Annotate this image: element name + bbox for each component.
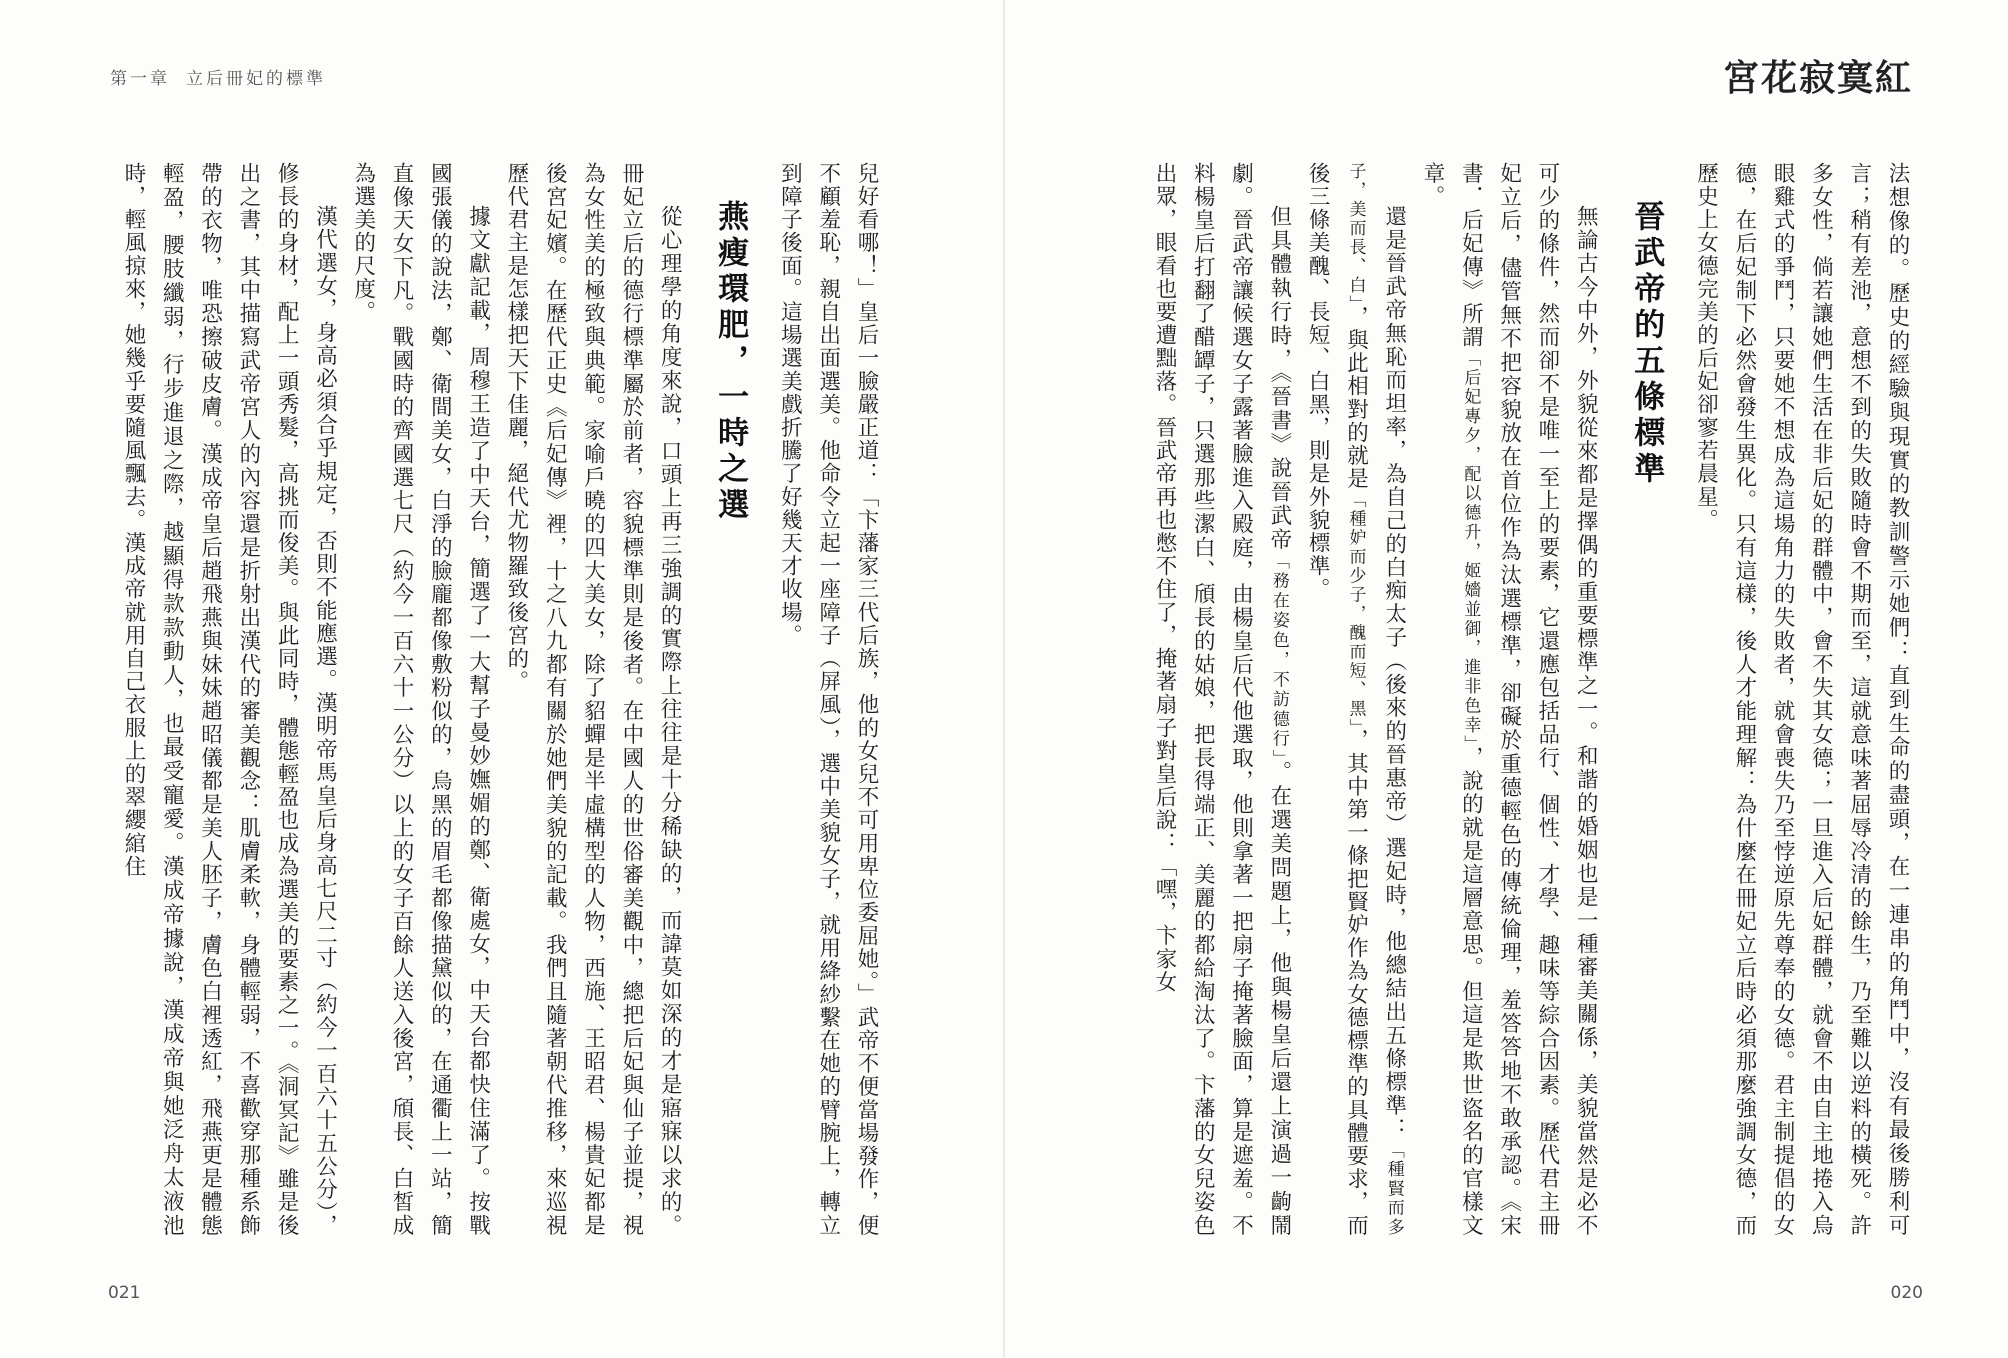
paragraph: [1298, 162, 1413, 1237]
paragraph: 漢代選女，身高必須合乎規定，否則不能應選。漢明帝馬皇后身高七尺二寸（約今一百六十五公分），修長的身材，配上一頭秀髮，高挑而俊美。與此同時，體態輕盈也成為選美的要素之一。《洞冥記》雖是後出之書，其中描寫武帝宮人的內容還是折射出漢代的審美觀念：肌膚柔軟，身體輕弱，不喜歡穿那種系飾帶的衣物，唯恐擦破皮膚。漢成帝皇后趙飛燕與妹妹趙昭儀都是美人胚子，膚色白裡透紅，飛燕更是體態輕盈，腰肢纖弱，行步進退之際，越顯得款款動人，也最受寵愛。漢成帝據說，漢成帝與她泛舟太液池時，輕風掠來，她幾乎要隨風飄去。漢成帝就用自己衣服上的翠纓綰住: [120, 162, 338, 1237]
quote-text: 「務在姿色，不訪德行」: [1268, 552, 1289, 761]
section-heading: 晉武帝的五條標準: [1628, 200, 1665, 488]
paragraph: 法想像的。歷史的經驗與現實的教訓警示她們：直到生命的盡頭，在一連串的角鬥中，沒有最後勝利可言；稍有差池，意想不到的失敗隨時會不期而至，這就意味著屈辱冷清的餘生，乃至難以逆料的橫死。許多女性，倘若讓她們生活在非后妃的群體中，會不失其女德；一旦進入后妃群體，就會不由自主地捲入烏眼雞式的爭鬥，只要她不想成為這場角力的失敗者，就會喪失乃至悖逆原先尊奉的女德。君主制提倡的女德，在后妃制下必然會發生異化。只有這樣，後人才能理解：為什麼在冊妃立后時必須那麼強調女德，而歷史上女德完美的后妃卻寥若晨星。: [1693, 162, 1910, 1237]
paragraph: 兒好看哪！」皇后一臉嚴正道：「卞藩家三代后族，他的女兒不可用卑位委屈她。」武帝不便當場發作，便不顧羞恥，親自出面選美。他命令立起一座障子（屏風），選中美貌女子，就用絳紗繫在她的臂腕上，轉立到障子後面。這場選美戲折騰了好幾天才收場。: [777, 162, 879, 1237]
paragraph: [1413, 162, 1604, 1237]
paragraph-text: ，與此相對的就是: [1343, 305, 1369, 491]
chapter-title: 立后冊妃的標準: [186, 69, 326, 89]
paragraph-text: 還是晉武帝無恥而坦率，為自己的白痴太子（後來的晉惠帝）選妃時，他總結出五條標準：: [1381, 205, 1407, 1141]
paragraph-text: 但具體執行時，《晉書》說晉武帝: [1266, 205, 1292, 552]
chapter-number: 第一章: [110, 69, 170, 89]
quote-text: 「種妒而少子，醜而短、黑」: [1345, 490, 1366, 729]
quote-text: 「后妃專夕，配以德升，姬嬙並御，進非色幸」: [1460, 349, 1481, 746]
running-head: [110, 64, 342, 89]
section-heading: 燕瘦環肥，一時之選: [712, 200, 749, 524]
paragraph: 從心理學的角度來說，口頭上再三強調的實際上往往是十分稀缺的，而諱莫如深的才是寤寐以求的。冊妃立后的德行標準屬於前者，容貌標準則是後者。在中國人的世俗審美觀中，總把后妃與仙子並提，視為女性美的極致與典範。家喻戶曉的四大美女，除了貂蟬是半虛構型的人物，西施、王昭君、楊貴妃都是後宮妃嬪。在歷代正史《后妃傳》裡，十之八九都有關於她們美貌的記載。我們且隨著朝代推移，來巡視歷代君主是怎樣把天下佳麗，絕代尤物羅致後宮的。: [503, 162, 683, 1237]
paragraph-text: 無論古今中外，外貌從來都是擇偶的重要標準之一。和諧的婚姻也是一種審美關係，美貌當然是必不可少的條件，然而卻不是唯一至上的要素，它還應包括品行、個性、才學、趣味等綜合因素。歷代君主冊妃立后，儘管無不把容貌放在首位作為汰選標準，卻礙於重德輕色的傳統倫理，羞答答地不敢承認。《宋書．后妃傳》所謂: [1458, 162, 1599, 1237]
paragraph-text: 。在選美問題上，他與楊皇后還上演過一齣鬧劇。晉武帝讓候選女子露著臉進入殿庭，由楊皇后代他選取，他則拿著一把扇子掩著臉面，算是遮羞。不料楊皇后打翻了醋罈子，只選那些潔白、頎長的姑娘，把長得端正、美麗的都給淘汰了。卞藩的女兒姿色出眾，眼看也要遭黜落。晉武帝再也憋不住了，掩著扇子對皇后說：「嘿，卞家女: [1151, 162, 1292, 1237]
paragraph: 據文獻記載，周穆王造了中天台，簡選了一大幫子曼妙嫵媚的鄭、衛處女，中天台都快住滿了。按戰國張儀的說法，鄭、衛間美女，白淨的臉龐都像敷粉似的，烏黑的眉毛都像描黛似的，在通衢上一站，簡直像天女下凡。戰國時的齊國選七尺（約今一百六十一公分）以上的女子百餘人送入後宮，頎長、白皙成為選美的尺度。: [350, 162, 491, 1237]
quote-text: 「種賢而多子，美而長、白」: [1345, 162, 1404, 1237]
page-gutter: [1003, 0, 1005, 1358]
paragraph-text: ，說的就是這層意思。但這是欺世盜名的官樣文章。: [1420, 162, 1484, 1237]
paragraph: [1145, 162, 1298, 1237]
right-page-text: [1116, 162, 1916, 1237]
page-number-left: 021: [108, 1283, 141, 1303]
paragraph-text: ，其中第一條把賢妒作為女德標準的具體要求，而後三條美醜、長短、白黑，則是外貌標準。: [1305, 162, 1369, 1237]
book-title: 宮花寂寞紅: [1722, 57, 1913, 99]
left-page-text: [100, 162, 885, 1237]
page-number-right: 020: [1890, 1283, 1923, 1303]
